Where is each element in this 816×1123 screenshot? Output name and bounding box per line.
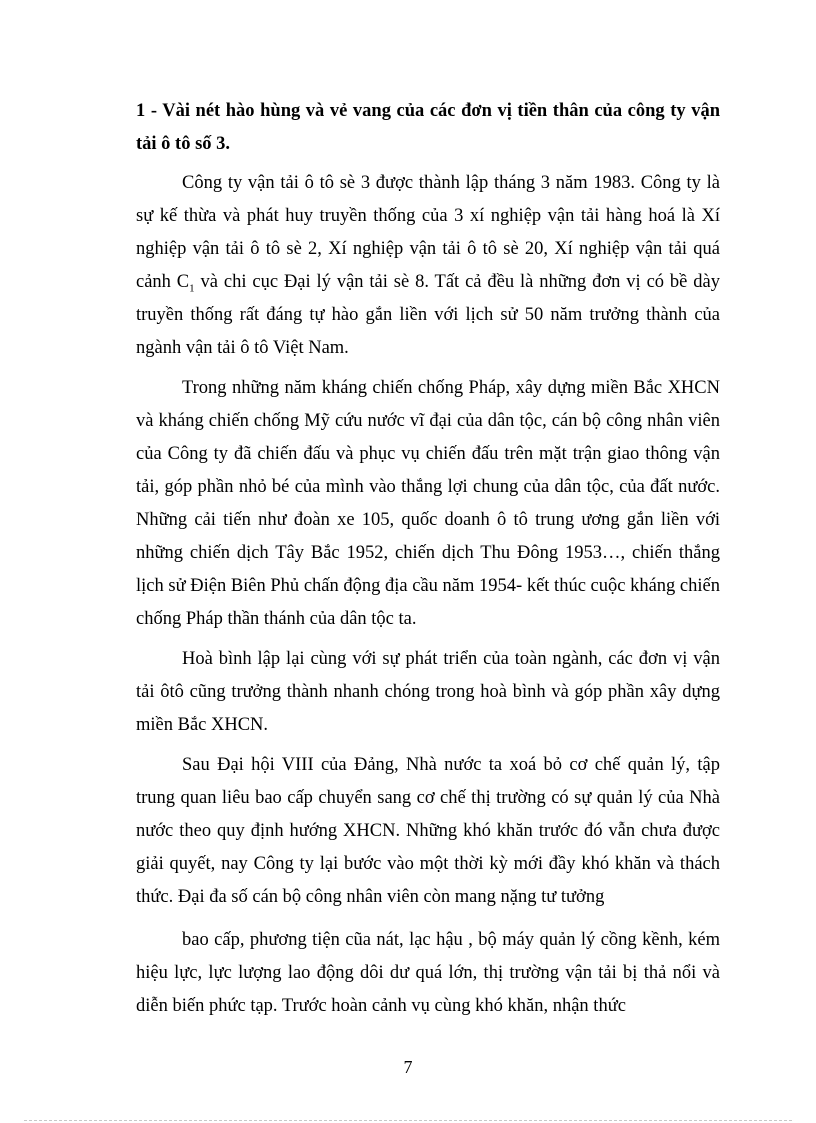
section-heading: 1 - Vài nét hào hùng và vẻ vang của các đơn vị tiền thân của công ty vận tải ô tô số 3. xyxy=(136,101,720,154)
page-bottom-divider xyxy=(24,1120,792,1121)
paragraph-4: Sau Đại hội VIII của Đảng, Nhà nước ta xoá bỏ cơ chế quản lý, tập trung quan liêu bao cấp chuyển sang cơ chế thị trường có sự quản lý của Nhà nước theo quy định hướng XHCN. Những khó khăn trước đó vẫn chưa được giải quyết, nay Công ty lại bước vào một thời kỳ mới đầy khó khăn và thách thức. Đại đa số cán bộ công nhân viên còn mang nặng tư tưởng xyxy=(136,755,720,907)
document-body xyxy=(136,95,720,1023)
paragraph-5: bao cấp, phương tiện cũa nát, lạc hậu , bộ máy quản lý cồng kềnh, kém hiệu lực, lực lượng lao động dôi dư quá lớn, thị trường vận tải bị thả nổi và diễn biến phức tạp. Trước hoàn cảnh vụ cùng khó khăn, nhận thức xyxy=(136,930,720,1016)
paragraph-1-text-a: Công ty vận tải ô tô sè 3 được thành lập tháng 3 năm 1983. Công ty là sự kế thừa và phát huy truyền thống của 3 xí nghiệp vận tải hàng hoá là Xí nghiệp vận tải ô tô sè 2, Xí nghiệp vận tải ô tô sè 20, Xí nghiệp vận tải quá cảnh C xyxy=(136,173,720,292)
paragraph-3: Hoà bình lập lại cùng với sự phát triển của toàn ngành, các đơn vị vận tải ôtô cũng trưởng thành nhanh chóng trong hoà bình và góp phần xây dựng miền Bắc XHCN. xyxy=(136,649,720,735)
paragraph-1 xyxy=(136,167,720,365)
paragraph-2: Trong những năm kháng chiến chống Pháp, xây dựng miền Bắc XHCN và kháng chiến chống Mỹ cứu nước vĩ đại của dân tộc, cán bộ công nhân viên của Công ty đã chiến đấu và phục vụ chiến đấu trên mặt trận giao thông vận tải, góp phần nhỏ bé của mình vào thắng lợi chung của dân tộc, của đất nước. Những cải tiến như đoàn xe 105, quốc doanh ô tô trung ương gắn liền với những chiến dịch Tây Bắc 1952, chiến dịch Thu Đông 1953…, chiến thắng lịch sử Điện Biên Phủ chấn động địa cầu năm 1954- kết thúc cuộc kháng chiến chống Pháp thần thánh của dân tộc ta. xyxy=(136,378,720,629)
page-number: 7 xyxy=(403,1057,413,1077)
paragraph-1-subscript: 1 xyxy=(189,282,195,295)
paragraph-1-text-b: và chi cục Đại lý vận tải sè 8. Tất cả đều là những đơn vị có bề dày truyền thống rất đáng tự hào gắn liền với lịch sử 50 năm trưởng thành của ngành vận tải ô tô Việt Nam. xyxy=(136,272,720,358)
